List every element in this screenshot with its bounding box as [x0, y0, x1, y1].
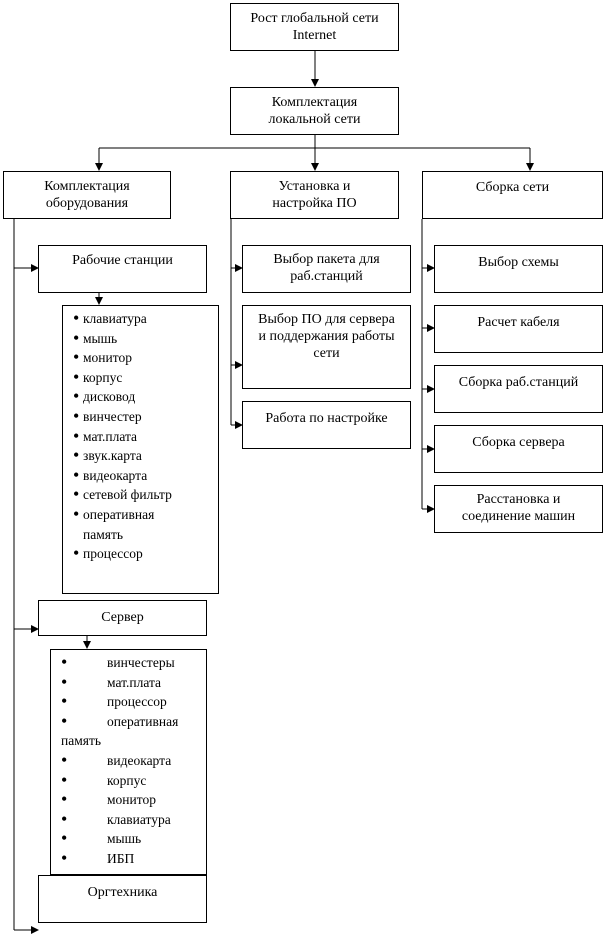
node-internet-growth: Рост глобальной сети Internet: [230, 3, 399, 51]
node-net-scheme: Выбор схемы: [434, 245, 603, 293]
node-software-setup: Установка и настройка ПО: [230, 171, 399, 219]
node-office-equipment: Оргтехника: [38, 875, 207, 923]
list-item: • монитор: [73, 348, 214, 368]
list-item: • видеокарта: [73, 466, 214, 486]
node-sw-server-software: Выбор ПО для сервера и поддержания работы сети: [242, 305, 411, 389]
list-item: • корпус: [61, 771, 202, 791]
list-item: • процессор: [73, 544, 214, 564]
list-item: • видеокарта: [61, 751, 202, 771]
node-sw-configuration: Работа по настройке: [242, 401, 411, 449]
node-lan-setup: Комплектация локальной сети: [230, 87, 399, 135]
node-net-server-assembly: Сборка сервера: [434, 425, 603, 473]
list-item: • оперативная память: [73, 505, 179, 544]
list-item: • винчестеры: [61, 653, 202, 673]
list-item: • клавиатура: [73, 309, 214, 329]
list-item: • дисковод: [73, 387, 214, 407]
list-item: • винчестер: [73, 407, 214, 427]
node-network-assembly: Сборка сети: [422, 171, 603, 219]
node-sw-workstation-package: Выбор пакета для раб.станций: [242, 245, 411, 293]
server-list: [50, 649, 207, 875]
list-item: • звук.карта: [73, 446, 214, 466]
node-equipment: Комплектация оборудования: [3, 171, 171, 219]
list-item: • монитор: [61, 790, 202, 810]
list-item: • процессор: [61, 692, 202, 712]
list-item: • сетевой фильтр: [73, 485, 214, 505]
workstations-list: [62, 305, 219, 594]
list-item: • мышь: [61, 829, 202, 849]
node-net-cable-calc: Расчет кабеля: [434, 305, 603, 353]
node-net-placement: Расстановка и соединение машин: [434, 485, 603, 533]
list-item: • мышь: [73, 329, 214, 349]
list-item: • мат.плата: [73, 427, 214, 447]
node-server: Сервер: [38, 600, 207, 636]
node-net-ws-assembly: Сборка раб.станций: [434, 365, 603, 413]
list-item: • мат.плата: [61, 673, 202, 693]
list-item: • корпус: [73, 368, 214, 388]
list-item: • ИБП: [61, 849, 202, 869]
node-workstations: Рабочие станции: [38, 245, 207, 293]
list-item: • клавиатура: [61, 810, 202, 830]
list-item: • оперативная память: [61, 712, 197, 751]
